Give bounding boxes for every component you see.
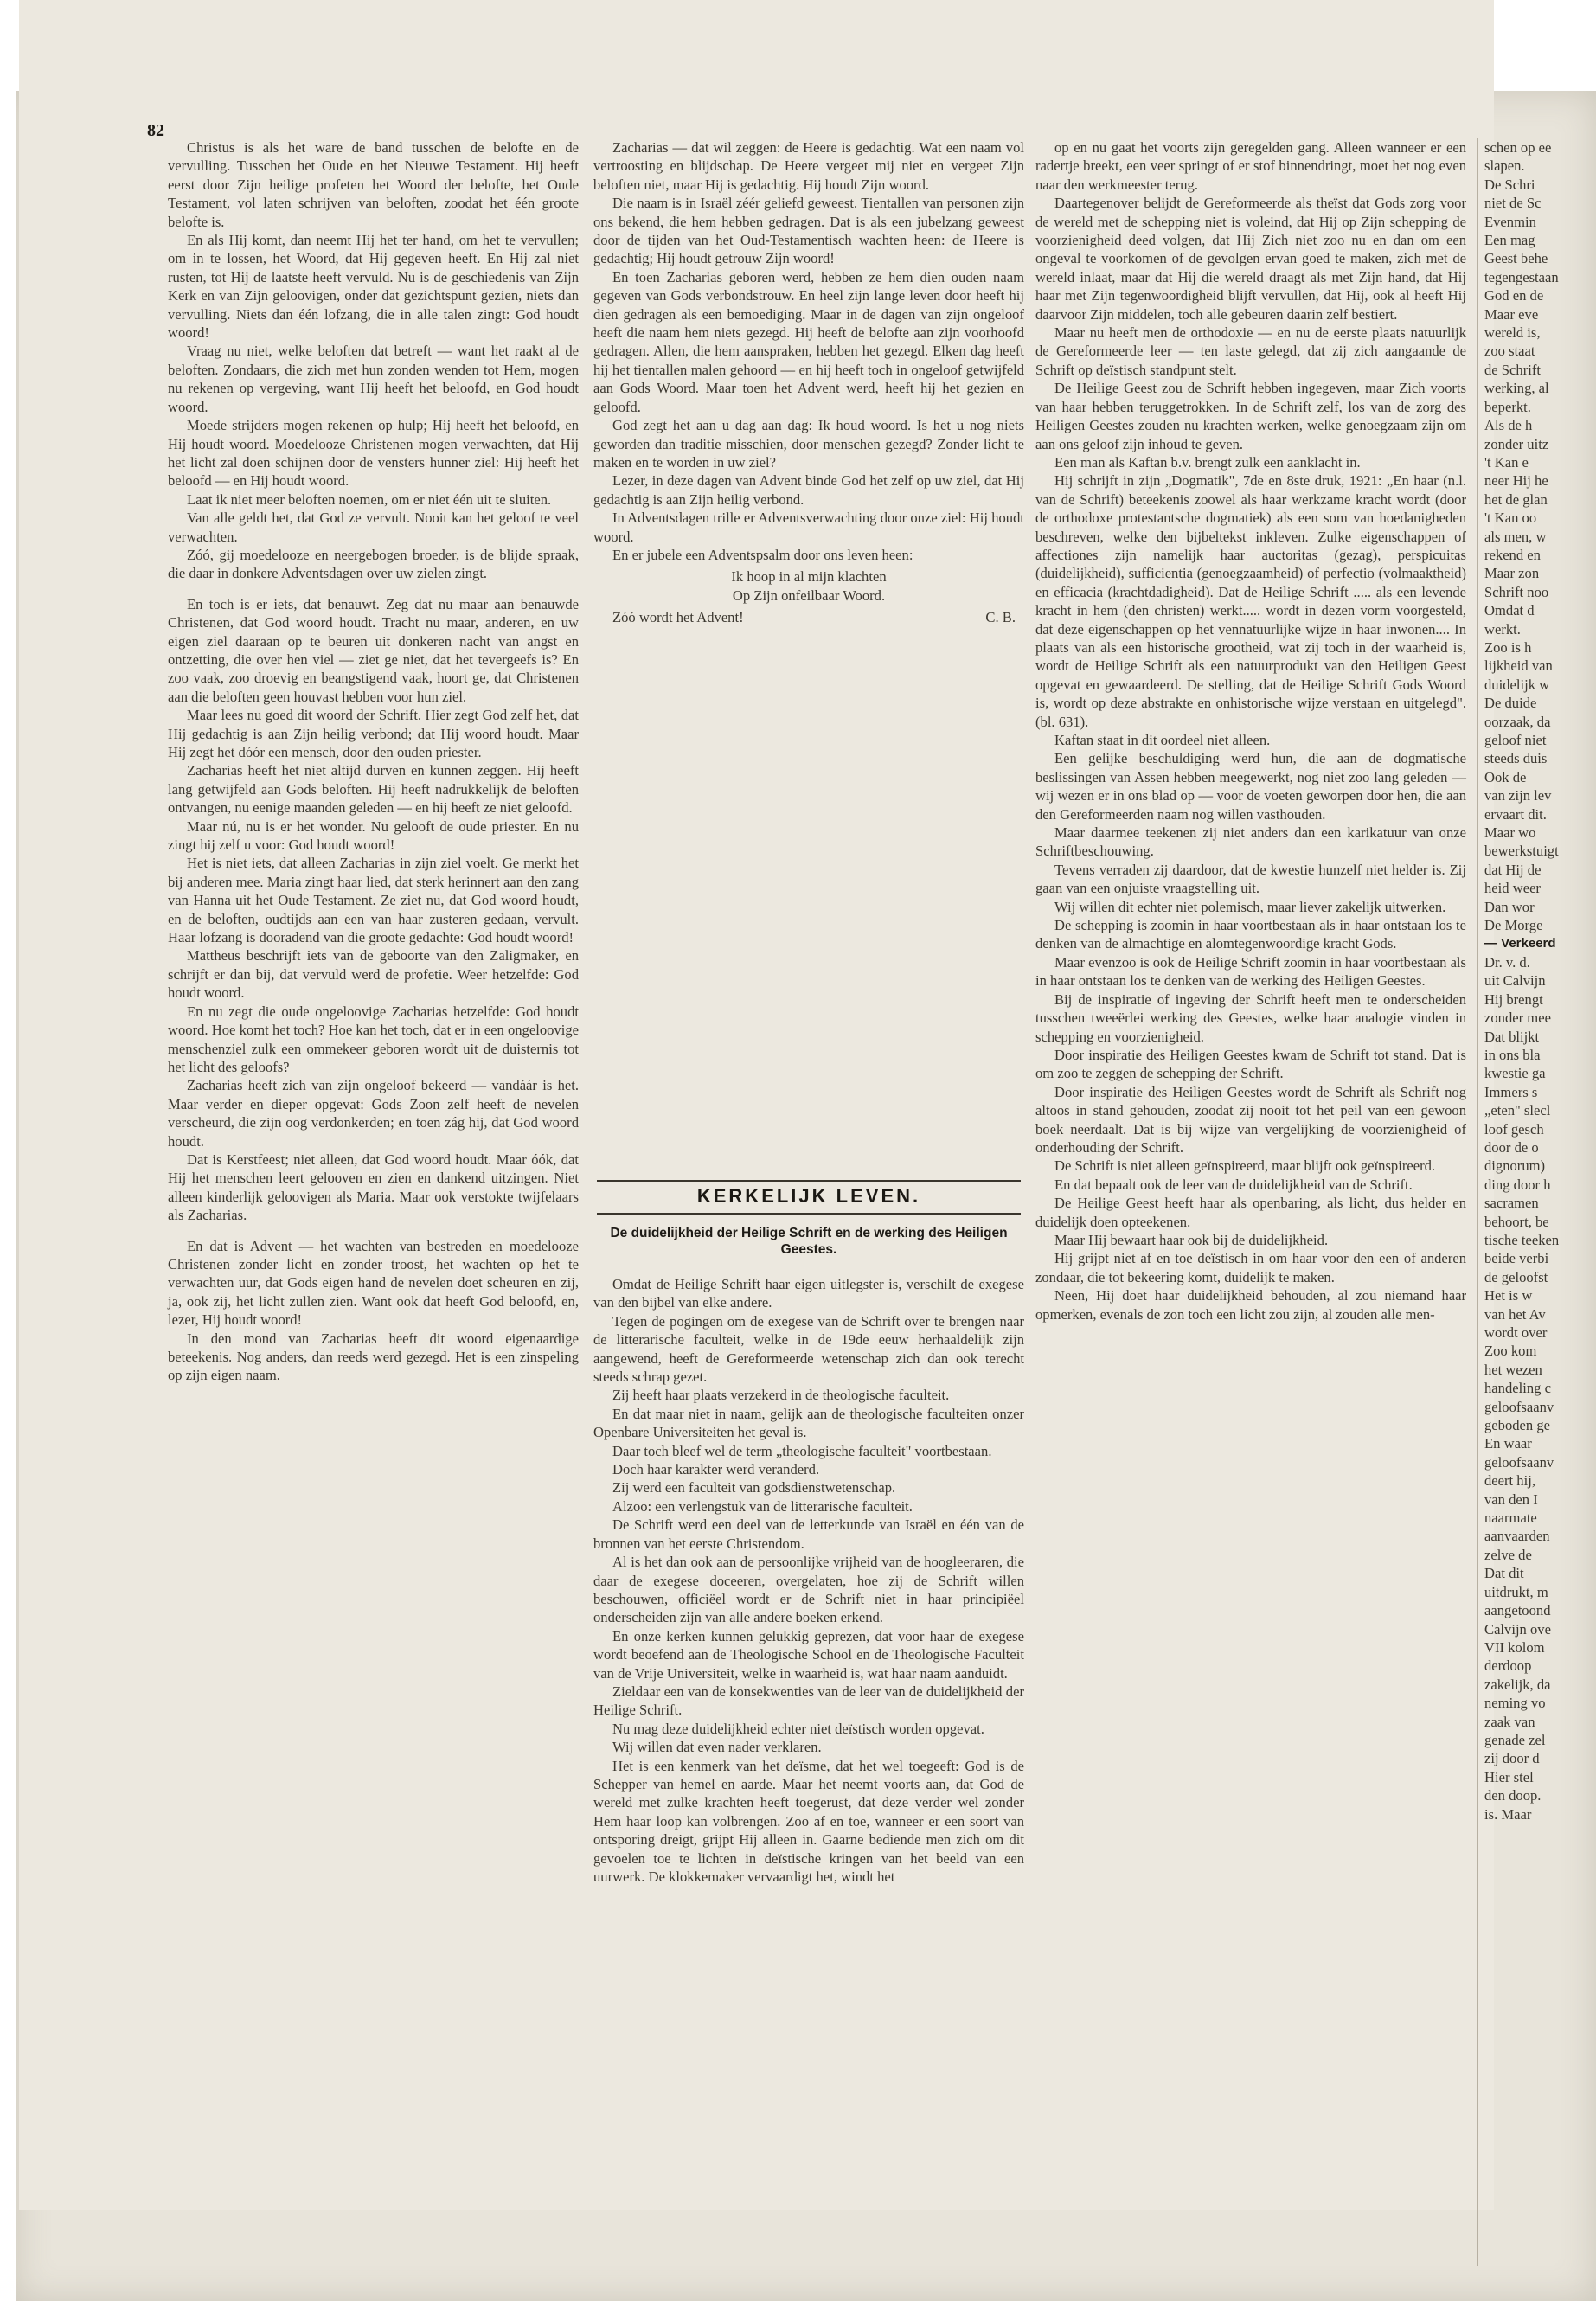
cut-line: wereld is, — [1484, 324, 1541, 342]
cut-line: oorzaak, da — [1484, 713, 1551, 730]
cut-line: Als de h — [1484, 417, 1533, 434]
cut-line: Ook de — [1484, 768, 1527, 785]
paragraph: Moede strijders mogen rekenen op hulp; Hij heeft het beloofd, en Hij houdt woord. Moedelooze Christenen mogen verwachten, dat Hij het licht zal doen schijnen door de vensters hunner ziel: Hij heeft het beloofd — en Hij houdt woord. — [168, 417, 579, 490]
column-1 — [168, 138, 579, 1385]
cut-line: Immers s — [1484, 1083, 1538, 1100]
paragraph: Mattheus beschrijft iets van de geboorte van den Zaligmaker, en schrijft er dan bij, dat vervuld werd de profetie. Weer hetzelfde: God houdt woord. — [168, 947, 579, 1002]
paragraph: Het is een kenmerk van het deïsme, dat het wel toegeeft: God is de Schepper van hemel en aarde. Maar het neemt voorts aan, dat God de wereld met zulke krachten heeft toegerust, dat deze verder wel zonder Hem haar loop kan volbrengen. Zoo af en toe, wanneer er een soort van ontsporing dreigt, grijpt Hij alleen in. Gaarne bediende men zich om dit gevoelen toe te lichten in deïstische kringen van het beeld van een uurwerk. De klokkemaker vervaardigt het, windt het — [593, 1757, 1024, 1885]
cut-line: het wezen — [1484, 1361, 1542, 1378]
poem — [593, 567, 1024, 605]
cut-line: van den I — [1484, 1490, 1538, 1508]
paragraph: En toch is er iets, dat benauwt. Zeg dat nu maar aan benauwde Christenen, dat God woord houdt. Tracht nu maar, anderen, en uw eigen ziel daaraan op te beuren uit donkeren nacht van angst en ontzetting, die over hen viel — ziet ge niet, dat het tevergeefs is? En zoo vaak, zoo droevig en beangstigend vaak, hoort ge, dat Christenen aan die beloften geen houvast hebben voor hun ziel. — [168, 595, 579, 705]
cut-line: door de o — [1484, 1138, 1539, 1156]
paragraph: Hij schrijft in zijn „Dogmatik", 7de en 8ste druk, 1921: „En haar (n.l. van de Schrift) beteekenis zoowel als haar werkzame kracht wordt (door de orthodoxe protestantsche dogmatiek) als een som van hoedanigheden beschreven, welke den bijbeltekst inkleven. Zulke eigenschappen of affectiones zijn namelijk haar auctoritas (gezag), perspicuitas (duidelijkheid), sufficientia (genoegzaamheid) of perfectio (volmaaktheid) en efficacia (krachtdadigheid). Dat de Heilige Schrift ..... als een levende kracht in hem (den christen) werkt..... wordt in dezen vorm voorgesteld, dat deze eigenschappen op het vennatuurlijke wijze in haar inwonen.... In plaats van als een historische grootheid, wat zij toch in der waarheid is, wordt de Heilige Schrift als een natuurprodukt van den Heiligen Geest opgevat en gewaardeerd. De stelling, dat de Heilige Schrift Gods Woord is, wordt op deze abstrakte en onhistorische wijze verstaan en uitgelegd". (bl. 631). — [1035, 472, 1466, 730]
paragraph: Een man als Kaftan b.v. brengt zulk een aanklacht in. — [1054, 453, 1361, 471]
cut-line: als men, w — [1484, 528, 1547, 545]
paragraph: Al is het dan ook aan de persoonlijke vrijheid van de hoogleeraren, die daar de exegese doceeren, overgelaten, hoe zij de Schrift willen beschouwen, officiëel wordt er de Schrift niet in haar principiëel onderscheiden zijn van alle andere boeken erkend. — [593, 1554, 1024, 1626]
cut-line: uit Calvijn — [1484, 972, 1546, 990]
cut-line: steeds duis — [1484, 750, 1548, 767]
cut-line: van zijn lev — [1484, 787, 1552, 804]
cut-line: zelve de — [1484, 1546, 1532, 1563]
cut-line: Geest behe — [1484, 250, 1548, 267]
cut-line: wordt over — [1484, 1324, 1548, 1341]
article-heading: De duidelijkheid der Heilige Schrift en de werking des Heiligen Geestes. — [610, 1226, 1008, 1257]
paragraph: Maar Hij bewaart haar ook bij de duidelijkheid. — [1054, 1231, 1329, 1248]
paragraph: Zacharias heeft zich van zijn ongeloof bekeerd — vandáár is het. Maar verder en dieper opgevat: Gods Zoon zelf heeft de nevelen verscheurd, die zijn oog verdonkerden; en toen zág hij, dat God woord houdt. — [168, 1077, 579, 1150]
paragraph: En onze kerken kunnen gelukkig geprezen, dat voor haar de exegese wordt beoefend aan de Theologische School en de Theologische Faculteit van de Vrije Universiteit, welke in waarheid is, wat haar naam aanduidt. — [593, 1627, 1024, 1682]
cut-line: rekend en — [1484, 546, 1541, 563]
cut-line: geloofsaanv — [1484, 1398, 1554, 1415]
paragraph: De Heilige Geest heeft haar als openbaring, als licht, dus helder en duidelijk doen opteekenen. — [1035, 1195, 1466, 1230]
cut-line: de geloofst — [1484, 1268, 1548, 1285]
cut-line: zaak van — [1484, 1713, 1535, 1730]
paragraph: En dat bepaalt ook de leer van de duidelijkheid van de Schrift. — [1054, 1176, 1413, 1193]
cut-line: De Morge — [1484, 917, 1543, 934]
section-heading: KERKELIJK LEVEN. — [696, 1185, 921, 1207]
paragraph: Doch haar karakter werd veranderd. — [612, 1461, 820, 1478]
cut-line: dignorum) — [1484, 1157, 1546, 1175]
section-rule-bottom — [597, 1213, 1021, 1215]
column-2-top — [593, 138, 1024, 627]
paragraph: Dat is Kerstfeest; niet alleen, dat God woord houdt. Maar óók, dat Hij het menschen leert gelooven en zien en dankend uitzingen. Niet alleen kinderlijk geloovigen als Maria. Maar ook verstokte twijfelaars als Zacharias. — [168, 1150, 579, 1224]
cut-line: De duide — [1484, 695, 1537, 712]
cut-line: zakelijk, da — [1484, 1676, 1551, 1693]
paragraph: Nu mag deze duidelijkheid echter niet deïstisch worden opgevat. — [612, 1720, 984, 1737]
cut-line: „eten" slecl — [1484, 1102, 1551, 1119]
paragraph: op en nu gaat het voorts zijn geregelden gang. Alleen wanneer er een radertje breekt, een veer springt of er stof binnendringt, moet het nog even naar den werkmeester terug. — [1035, 139, 1466, 193]
paragraph: Tegen de pogingen om de exegese van de Schrift over te brengen naar de litterarische faculteit, welke in de 19de eeuw herhaaldelijk zijn aangewend, heeft de Gereformeerde wetenschap zich dan ook terecht steeds schrap gezet. — [593, 1312, 1024, 1386]
paragraph: Maar evenzoo is ook de Heilige Schrift zoomin in haar voortbestaan als in haar ontstaan los te denken van de werking des Heiligen Geestes. — [1035, 953, 1467, 990]
cut-line: zoo staat — [1484, 343, 1535, 360]
cut-line: werking, al — [1484, 380, 1549, 397]
cut-line: handeling c — [1484, 1380, 1551, 1397]
cut-line: Hier stel — [1484, 1768, 1534, 1785]
paragraph: Zij heeft haar plaats verzekerd in de theologische faculteit. — [612, 1387, 950, 1404]
paragraph: De schepping is zoomin in haar voortbestaan als in haar ontstaan los te denken van de almachtige en alomtegenwoordige kracht Gods. — [1035, 917, 1466, 952]
cut-line: genade zel — [1484, 1731, 1546, 1748]
paragraph: Tevens verraden zij daardoor, dat de kwestie hunzelf niet helder is. Zij gaan van een onjuiste vraagstelling uit. — [1035, 861, 1466, 897]
cut-line: Zoo is h — [1484, 638, 1532, 656]
cut-line: geloofsaanv — [1484, 1453, 1554, 1471]
paragraph: Lezer, in deze dagen van Advent binde God het zelf op uw ziel, dat Hij gedachtig is aan Zijn heilig verbond. — [593, 472, 1024, 508]
cut-line: Schrift noo — [1484, 583, 1549, 600]
cut-line: behoort, be — [1484, 1213, 1549, 1230]
paragraph: Daar toch bleef wel de term „theologische faculteit" voortbestaan. — [612, 1442, 992, 1459]
cut-line: uitdrukt, m — [1484, 1583, 1548, 1600]
cut-line: niet de Sc — [1484, 195, 1542, 212]
cut-line: geboden ge — [1484, 1417, 1551, 1434]
paragraph: Door inspiratie des Heiligen Geestes wordt de Schrift als Schrift nog altoos in stand gehouden, zoodat zij nooit tot het peil van een gewoon boek neerdaalt. Dat is bij wijze van vergelijking de voorzienigheid of onderhouding der Schrift. — [1035, 1083, 1466, 1156]
cut-line: zij door d — [1484, 1750, 1540, 1767]
cut-line: de Schrift — [1484, 361, 1541, 378]
cut-line: Calvijn ove — [1484, 1620, 1551, 1638]
paragraph: Alzoo: een verlengstuk van de litterarische faculteit. — [612, 1497, 913, 1515]
cut-line: Het is w — [1484, 1287, 1533, 1304]
cut-line: schen op ee — [1484, 139, 1552, 156]
paragraph: Maar daarmee teekenen zij niet anders dan een karikatuur van onze Schriftbeschouwing. — [1035, 824, 1466, 860]
cut-line: Hij brengt — [1484, 990, 1543, 1008]
paragraph: Kaftan staat in dit oordeel niet alleen. — [1054, 732, 1271, 748]
cut-line: Zoo kom — [1484, 1343, 1537, 1360]
cut-line: slapen. — [1484, 157, 1525, 175]
author-signature: C. B. — [985, 609, 1016, 626]
cut-line: naarmate — [1484, 1509, 1537, 1527]
cut-line: lijkheid van — [1484, 657, 1553, 675]
paragraph: Wij willen dat even nader verklaren. — [612, 1739, 822, 1756]
column-2-bottom — [593, 1275, 1024, 1886]
cut-line: Maar wo — [1484, 824, 1536, 842]
paragraph: God zegt het aan u dag aan dag: Ik houd woord. Is het u nog niets geworden dan traditie misschien, door menschen gezegd? Zonder licht te maken en te worden in uw ziel? — [593, 417, 1024, 471]
cut-line: neming vo — [1484, 1695, 1546, 1712]
cut-line: zonder mee — [1484, 1009, 1551, 1027]
cut-line: VII kolom — [1484, 1638, 1545, 1656]
cut-line: loof gesch — [1484, 1120, 1544, 1138]
paragraph: De Heilige Geest zou de Schrift hebben ingegeven, maar Zich voorts van haar hebben teruggetrokken. In de Schrift zelf, los van de zorg des Heiligen Geestes zouden nu krachten werken, welke genoegzaam zijn om aan ons geloof zijn inhoud te geven. — [1035, 380, 1466, 452]
cut-line: beide verbi — [1484, 1250, 1549, 1267]
cut-line: zonder uitz — [1484, 435, 1549, 452]
cut-line: Maar zon — [1484, 565, 1540, 582]
paragraph: Christus is als het ware de band tusschen de belofte en de vervulling. Tusschen het Oude en het Nieuwe Testament. Hij heeft eerst door Zijn heilige profeten het Woord der belofte, het Oude Testament, vol laten schrijven van beloften, zoodat het één groote belofte is. — [168, 139, 579, 230]
cut-line: bewerkstuigt — [1484, 843, 1559, 860]
cut-line: — Verkeerd — [1484, 936, 1556, 952]
cut-line: in ons bla — [1484, 1046, 1541, 1063]
paragraph: Maar lees nu goed dit woord der Schrift. Hier zegt God zelf het, dat Hij gedachtig is aan Zijn heilig verbond; dat Hij woord houdt. Maar Hij zegt het dóór een mensch, door den ouden priester. — [168, 707, 579, 760]
cut-line: beperkt. — [1484, 398, 1531, 415]
paragraph: En dat is Advent — het wachten van bestreden en moedelooze Christenen zonder licht en zonder troost, het wachten op het te verwachten uur, dat Gods eigen hand de nevelen doet scheuren en zij, ja, ook zij, het licht zullen zien. Want ook dat heeft God beloofd, en, lezer, Hij houdt woord! — [168, 1237, 579, 1329]
closing-line — [593, 608, 1024, 626]
paragraph: En er jubele een Adventspsalm door ons leven heen: — [612, 546, 913, 563]
cut-line: tische teeken — [1484, 1231, 1560, 1248]
paragraph: Neen, Hij doet haar duidelijkheid behouden, al zou niemand haar opmerken, evenals de zon toch een licht zou zijn, al zouden alle men- — [1035, 1287, 1466, 1323]
poem-line: Ik hoop in al mijn klachten — [731, 568, 887, 586]
paragraph: Hij grijpt niet af en toe deïstisch in om haar voor den een of anderen zondaar, die tot bekeering komt, duidelijk te maken. — [1035, 1250, 1466, 1285]
paragraph: Van alle geldt het, dat God ze vervult. Nooit kan het geloof te veel verwachten. — [168, 510, 579, 545]
paragraph: En nu zegt die oude ongeloovige Zacharias hetzelfde: God houdt woord. Hoe komt het toch? Hoe kan het toch, dat er in een ongeloovige menschenziel zulk een ommekeer geboren wordt uit de duisternis tot het licht des geloofs? — [168, 1003, 579, 1075]
cut-line: derdoop — [1484, 1657, 1532, 1675]
cut-line: 't Kan oo — [1484, 510, 1537, 527]
cut-line: En waar — [1484, 1435, 1532, 1452]
cut-line: ding door h — [1484, 1176, 1551, 1193]
paragraph: Zieldaar een van de konsekwenties van de leer van de duidelijkheid der Heilige Schrift. — [593, 1682, 1024, 1719]
paragraph: In Adventsdagen trille er Adventsverwachting door onze ziel: Hij houdt woord. — [593, 510, 1024, 545]
paragraph: Laat ik niet meer beloften noemen, om er niet één uit te sluiten. — [187, 490, 552, 508]
cut-line: geloof niet — [1484, 732, 1547, 748]
cut-line: tegengestaan — [1484, 268, 1559, 285]
paragraph: Omdat de Heilige Schrift haar eigen uitlegster is, verschilt de exegese van den bijbel van elke andere. — [593, 1276, 1024, 1311]
closing-text: Zóó wordt het Advent! — [612, 609, 744, 626]
cut-line: den doop. — [1484, 1787, 1542, 1804]
cut-line: het de glan — [1484, 490, 1548, 508]
cut-line: ervaart dit. — [1484, 805, 1547, 823]
paragraph: Maar nú, nu is er het wonder. Nu gelooft de oude priester. En nu zingt hij zelf u voor: God houdt woord! — [168, 817, 579, 854]
paragraph: De Schrift is niet alleen geïnspireerd, maar blijft ook geïnspireerd. — [1054, 1157, 1436, 1175]
paragraph: In den mond van Zacharias heeft dit woord eigenaardige beteekenis. Nog anders, dan reeds werd gezegd. Het is een zinspeling op zijn eigen naam. — [168, 1330, 579, 1384]
cut-line: 't Kan e — [1484, 453, 1529, 471]
cut-line: Dat blijkt — [1484, 1028, 1540, 1045]
paragraph: Wij willen dit echter niet polemisch, maar liever zakelijk uitwerken. — [1054, 898, 1446, 915]
cut-line: neer Hij he — [1484, 472, 1548, 490]
cut-line: Evenmin — [1484, 213, 1536, 230]
paragraph: Zacharias heeft het niet altijd durven en kunnen zeggen. Hij heeft lang getwijfeld aan Gods beloften. Hij heeft nadrukkelijk de beloften ontvangen, nu eenige maanden geleden — en hij heeft ze niet geloofd. — [168, 762, 579, 817]
paragraph: Zacharias — dat wil zeggen: de Heere is gedachtig. Wat een naam vol vertroosting en blijdschap. De Heere vergeet mij niet en vergeet Zijn beloften niet, maar Hij is gedachtig. Hij houdt Zijn woord. — [593, 139, 1024, 193]
paragraph: Maar nu heeft men de orthodoxie — en nu de eerste plaats natuurlijk de Gereformeerde leer — ten laste gelegd, dat zij zich aangaande de Schrift op deïstisch standpunt stelt. — [1035, 324, 1466, 378]
page-number: 82 — [147, 121, 164, 140]
cut-line: Een mag — [1484, 232, 1535, 249]
cut-line: duidelijk w — [1484, 676, 1550, 693]
column-divider — [1477, 138, 1478, 2266]
paragraph: De Schrift werd een deel van de letterkunde van Israël en één van de bronnen van het eerste Christendom. — [593, 1516, 1024, 1552]
paragraph: Zij werd een faculteit van godsdienstwetenschap. — [612, 1479, 896, 1497]
paragraph: Een gelijke beschuldiging werd hun, die aan de dogmatische beslissingen van Assen hebben meegewerkt, nog niet zoo lang geleden — wij wezen er in ons blad op — voor de voeten geworpen door hen, die aan den Gereformeerden naam nog willen vasthouden. — [1035, 750, 1466, 823]
paragraph: Zóó, gij moedelooze en neergebogen broeder, is de blijde spraak, die daar in donkere Adventsdagen over uw zielen zingt. — [168, 546, 579, 582]
paragraph: Door inspiratie des Heiligen Geestes kwam de Schrift tot stand. Dat is om zoo te zeggen de schepping der Schrift. — [1035, 1046, 1466, 1082]
cut-line: dat Hij de — [1484, 861, 1542, 878]
cut-line: sacramen — [1484, 1195, 1539, 1212]
cut-line: Maar eve — [1484, 305, 1539, 323]
cut-line: aanvaarden — [1484, 1528, 1550, 1545]
paragraph: Bij de inspiratie of ingeving der Schrift heeft men te onderscheiden tusschen tweeërlei werking des Geestes, welke haar analogie vinden in schepping en voorzienigheid. — [1035, 990, 1466, 1045]
paragraph: En toen Zacharias geboren werd, hebben ze hem dien ouden naam gegeven van Gods verbondstrouw. En heel zijn lange leven door heeft hij dien gedragen als een bemoediging. Maar in de dagen van zijn ongeloof heeft die naam hem niets gezegd. Hij heeft de belofte aan zijn voorhoofd gedragen. Allen, die hem aanspraken, hebben het gezegd. Elken dag heeft hij het tientallen malen gehoord — en hij heeft toch in ongeloof getwijfeld aan Gods Woord. Maar toen het Advent werd, heeft hij het gezien en geloofd. — [593, 268, 1024, 415]
poem-line: Op Zijn onfeilbaar Woord. — [732, 586, 886, 604]
cut-line: De Schri — [1484, 176, 1535, 193]
cut-line: Dan wor — [1484, 898, 1535, 915]
section-rule-top — [597, 1180, 1021, 1182]
cut-line: kwestie ga — [1484, 1065, 1546, 1082]
paragraph: Die naam is in Israël zéér geliefd geweest. Tientallen van personen zijn ons bekend, die hem hebben gedragen. Dat is als een jubelzang geweest door de tijden van het Oud-Testamentisch wachten heen: de Heere is gedachtig; Hij houdt getrouw Zijn woord! — [593, 195, 1024, 267]
cut-line: van het Av — [1484, 1305, 1546, 1323]
cut-line: heid weer — [1484, 880, 1541, 897]
cut-line: werkt. — [1484, 620, 1521, 638]
cut-line: deert hij, — [1484, 1472, 1535, 1490]
paragraph: Daartegenover belijdt de Gereformeerde als theïst dat Gods zorg voor de wereld met de schepping niet is voleind, dat Hij op Zijn schepping de voorzienigheid deed volgen, dat Hij Zich niet zoo nu en dan om een ongeval te voorkomen of de gevolgen ervan goed te maken, zich met de wereld inlaat, maar dat Hij die wereld draagt als met Zijn hand, dat Hij haar met Zijn tegenwoordigheid blijft vervullen, dat Hij, ook al heeft Hij daarvoor Zijn middelen, toch alle gebeuren daarin zelf bestiert. — [1035, 195, 1466, 323]
cut-line: Dr. v. d. — [1484, 953, 1530, 971]
paragraph: En als Hij komt, dan neemt Hij het ter hand, om het te vervullen; om in te lossen, het Woord, dat Hij gegeven heeft. En Hij zal niet rusten, tot Hij de laatste heeft vervuld. Nu is de geschiedenis van Zijn Kerk en van Zijn geloovigen, onder dat gezichtspunt gezien, niets dan vervulling. Niets dan één lofzang, die in alle talen zingt: God houdt woord! — [168, 232, 579, 342]
cut-line: Omdat d — [1484, 602, 1535, 619]
paragraph: Vraag nu niet, welke beloften dat betreft — want het raakt al de beloften. Zondaars, die zich met hun zonden wenden tot Hem, mogen nu rekenen op vergeving, want Hij heeft het beloofd, en God houdt woord. — [168, 343, 579, 415]
cut-line: aangetoond — [1484, 1602, 1551, 1619]
column-3 — [1035, 138, 1466, 1324]
cut-line: is. Maar — [1484, 1805, 1532, 1823]
column-4-cut — [1484, 138, 1596, 1823]
cut-line: God en de — [1484, 287, 1544, 304]
cut-line: Dat dit — [1484, 1565, 1524, 1582]
paragraph: Het is niet iets, dat alleen Zacharias in zijn ziel voelt. Ge merkt het bij anderen mee. Maria zingt haar lied, dat sterk herinnert aan den zang van Hanna uit het Oude Testament. Ze ziet nu, dat God woord houdt, en de beloften, oudtijds aan een van haar zusteren gedaan, vervult. Haar lofzang is dooradend van die groote gedachte: God houdt woord! — [168, 855, 579, 946]
paragraph: En dat maar niet in naam, gelijk aan de theologische faculteiten onzer Openbare Universiteiten het geval is. — [593, 1405, 1024, 1441]
